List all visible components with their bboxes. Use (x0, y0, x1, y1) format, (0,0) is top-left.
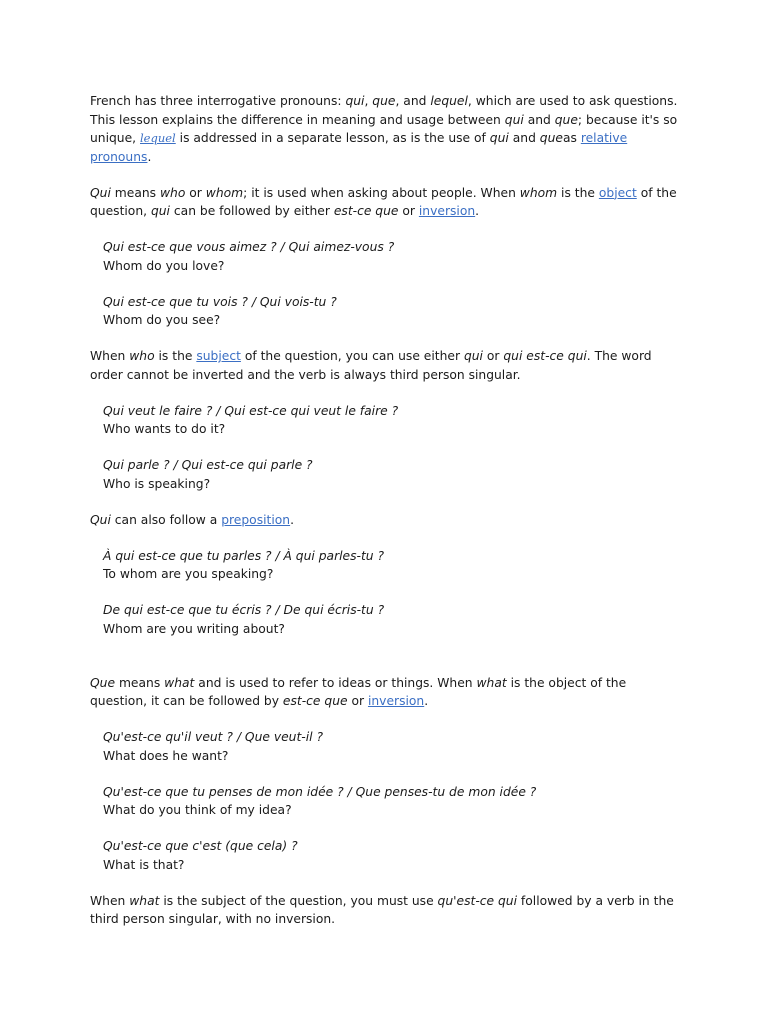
qui-paragraph (90, 184, 680, 221)
example-block (103, 456, 680, 493)
example-english: Who is speaking? (103, 476, 211, 491)
text-span: and is used to refer to ideas or things. When (194, 675, 477, 690)
example-english: What do you think of my idea? (103, 803, 292, 817)
text-span: . (424, 694, 429, 708)
term-que: que (372, 94, 396, 108)
example-french: Qui veut le faire ? / Qui est-ce qui veut le faire ? (103, 403, 399, 418)
lequel-link[interactable]: lequel (140, 131, 176, 145)
example-english: To whom are you speaking? (103, 567, 274, 581)
term-whom: whom (519, 185, 558, 200)
term-qui: Qui (90, 185, 111, 200)
example-french: Qui est-ce que vous aimez ? / Qui aimez-vous ? (103, 240, 395, 254)
example-block (103, 728, 680, 765)
text-span: is the (154, 349, 197, 363)
term-est-ce-que: est-ce que (282, 694, 348, 708)
text-span: of the question, you can use either (240, 349, 464, 363)
text-span: French has three interrogative pronouns: (90, 94, 346, 108)
text-span: When (90, 349, 130, 363)
example-french: À qui est-ce que tu parles ? / À qui parles-tu ? (103, 548, 385, 563)
term-who: who (129, 349, 155, 363)
term-qui: Qui (90, 512, 111, 527)
who-subject-paragraph (90, 347, 680, 384)
example-french: Qui parle ? / Qui est-ce qui parle ? (103, 458, 313, 472)
relative-pronouns-link[interactable]: relative pronouns (90, 131, 628, 164)
text-span: , (364, 94, 373, 108)
text-span: or (185, 185, 206, 200)
text-span: or (398, 204, 419, 218)
text-span: , and (395, 94, 431, 108)
text-span: as (562, 131, 581, 145)
example-english: Who wants to do it? (103, 422, 226, 436)
text-span: means (115, 675, 165, 690)
example-french: Qu'est-ce que c'est (que cela) ? (103, 839, 298, 853)
section-spacer (90, 656, 680, 674)
example-block (103, 547, 680, 584)
text-span: ; because it's so unique, (90, 112, 678, 145)
inversion-link[interactable]: inversion (367, 694, 425, 708)
term-lequel: lequel (430, 94, 468, 108)
text-span: of the question, (90, 185, 677, 218)
example-english: What is that? (103, 857, 185, 872)
example-french: De qui est-ce que tu écris ? / De qui écris-tu ? (103, 603, 385, 617)
text-span: , which are used to ask questions. This lesson explains the difference in meaning and usage between (90, 94, 678, 127)
example-block (103, 837, 680, 874)
example-block (103, 293, 680, 330)
example-french: Qui est-ce que tu vois ? / Qui vois-tu ? (103, 294, 337, 309)
term-que: que (539, 131, 563, 145)
term-what: what (164, 675, 195, 690)
text-span: ; it is used when asking about people. When (243, 185, 520, 200)
text-span: is the (557, 185, 599, 200)
example-block (103, 402, 680, 439)
text-span: means (110, 185, 160, 200)
term-qui: qui (463, 349, 483, 363)
example-english: Whom do you love? (103, 258, 225, 273)
text-span: is addressed in a separate lesson, as is the use of (175, 131, 490, 145)
term-what: what (129, 893, 160, 908)
subject-link[interactable]: subject (196, 349, 241, 363)
term-qui: qui (489, 131, 509, 145)
example-english: Whom do you see? (103, 313, 221, 327)
term-qui: qui (504, 112, 524, 127)
inversion-link[interactable]: inversion (418, 204, 476, 218)
example-french: Qu'est-ce qu'il veut ? / Que veut-il ? (103, 730, 324, 744)
text-span: and (523, 112, 555, 127)
intro-paragraph (90, 92, 680, 166)
text-span: is the subject of the question, you must use (159, 893, 438, 908)
term-que: Que (90, 675, 116, 690)
text-span: When (90, 893, 130, 908)
text-span: followed by a verb in the third person singular, with no inversion. (90, 893, 674, 926)
term-what: what (476, 675, 507, 690)
text-span: and (508, 131, 540, 145)
text-span: . (475, 204, 480, 218)
example-block (103, 601, 680, 638)
text-span: or (482, 349, 504, 363)
object-link[interactable]: object (598, 185, 637, 200)
text-span: . (290, 512, 295, 527)
example-block (103, 238, 680, 275)
term-quest-ce-qui: qu'est-ce qui (437, 893, 518, 908)
example-block (103, 783, 680, 820)
preposition-link[interactable]: preposition (221, 512, 291, 527)
example-english: What does he want? (103, 748, 229, 763)
term-qui-est-ce-qui: qui est-ce qui (503, 349, 587, 363)
term-whom: whom (205, 185, 244, 200)
term-qui: qui (150, 204, 170, 218)
text-span: is the object of the question, it can be followed by (90, 675, 627, 708)
document-body (90, 92, 680, 946)
what-subject-paragraph (90, 892, 680, 929)
text-span: can also follow a (110, 512, 222, 527)
text-span: can be followed by either (169, 204, 334, 218)
term-est-ce-que: est-ce que (333, 204, 399, 218)
text-span: . (147, 149, 152, 164)
text-span: or (347, 694, 368, 708)
text-span: . The word order cannot be inverted and the verb is always third person singular. (90, 349, 652, 382)
que-paragraph (90, 674, 680, 711)
term-qui: qui (345, 94, 365, 108)
term-que: que (554, 112, 578, 127)
example-english: Whom are you writing about? (103, 621, 285, 636)
preposition-paragraph (90, 511, 680, 530)
example-french: Qu'est-ce que tu penses de mon idée ? / Que penses-tu de mon idée ? (103, 784, 537, 799)
term-who: who (160, 185, 186, 200)
